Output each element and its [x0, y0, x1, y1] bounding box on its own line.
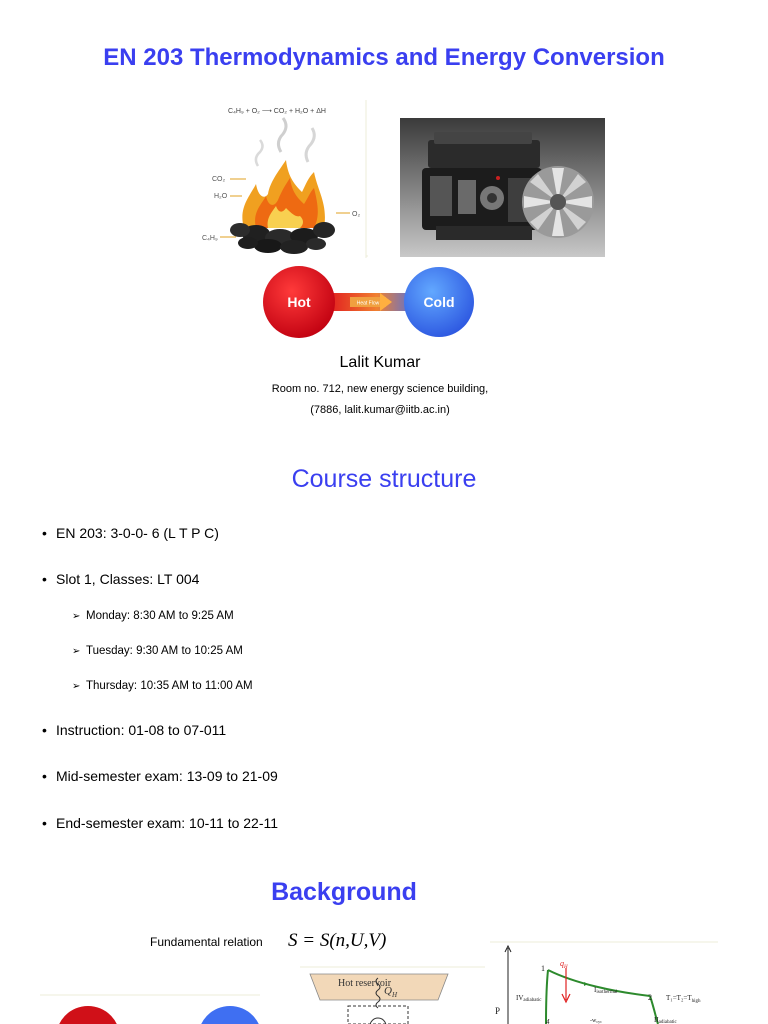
bullet-text: End-semester exam: 10-11 to 22-11 — [56, 815, 279, 831]
pv-point-2: 2 — [648, 993, 652, 1002]
bullet-course-code: • EN 203: 3-0-0- 6 (L T P C) — [42, 525, 219, 541]
sub-monday: ➢ Monday: 8:30 AM to 9:25 AM — [72, 610, 234, 622]
pv-isothermal-label: Iisothermal — [594, 986, 618, 995]
pv-p-axis: P — [495, 1006, 501, 1016]
combustion-equation: C₄H₉ + O₂ ⟶ CO₂ + H₂O + ΔH — [228, 108, 326, 115]
hot-reservoir-label: Hot reservoir — [338, 978, 392, 989]
heat-flow-label: Heat Flow — [356, 300, 380, 307]
pv-point-1: 1 — [541, 964, 545, 973]
sub-text: Tuesday: 9:30 AM to 10:25 AM — [86, 645, 243, 657]
slide-title: EN 203 Thermodynamics and Energy Conversion — [103, 44, 665, 71]
pv-work-label: -wcyc — [590, 1018, 602, 1024]
engine-fan — [522, 166, 594, 238]
heat-flow-diagram — [258, 262, 478, 348]
instructor-contact: (7886, lalit.kumar@iitb.ac.in) — [310, 404, 450, 416]
bullet-instruction: • Instruction: 01-08 to 07-011 — [42, 722, 227, 738]
pv-diagram — [486, 940, 726, 1024]
sub-tuesday: ➢ Tuesday: 9:30 AM to 10:25 AM — [72, 645, 243, 657]
instructor-room: Room no. 712, new energy science building, — [271, 383, 489, 395]
qh-label: $Q_H$ — [384, 985, 398, 999]
pv-ii-label: IIadiabatic — [654, 1016, 677, 1024]
fundamental-relation-label: Fundamental relation — [150, 935, 263, 949]
bullet-endsem: • End-semester exam: 10-11 to 22-11 — [42, 815, 279, 831]
background-heading: Background — [271, 878, 417, 906]
pv-qh-label: $q_H$ — [560, 959, 568, 970]
h2o-label: H₂O — [214, 193, 228, 200]
bullet-slot: • Slot 1, Classes: LT 004 — [42, 571, 200, 587]
bullet-midsem: • Mid-semester exam: 13-09 to 21-09 — [42, 768, 278, 784]
heat-flow-diagram-small — [40, 994, 280, 1024]
heat-engine-diagram — [300, 966, 490, 1024]
bullet-text: Instruction: 01-08 to 07-011 — [56, 722, 227, 738]
fuel-label: C₄H₉ — [202, 235, 218, 242]
course-structure-heading: Course structure — [291, 465, 477, 493]
pv-point-4: 4 — [546, 1018, 550, 1024]
sub-text: Monday: 8:30 AM to 9:25 AM — [86, 610, 234, 622]
bullet-text: Mid-semester exam: 13-09 to 21-09 — [56, 768, 278, 784]
bullet-text: EN 203: 3-0-0- 6 (L T P C) — [56, 525, 219, 541]
pv-temperature-label: $T_1=T_2=T_{high}$ — [666, 994, 701, 1004]
cold-label: Cold — [423, 294, 455, 310]
instructor-name: Lalit Kumar — [339, 354, 421, 371]
fundamental-relation-formula: S = S(n,U,V) — [288, 930, 387, 951]
engine-image — [400, 118, 605, 257]
bullet-text: Slot 1, Classes: LT 004 — [56, 571, 200, 587]
hot-label: Hot — [287, 294, 311, 310]
sub-thursday: ➢ Thursday: 10:35 AM to 11:00 AM — [72, 680, 253, 692]
combustion-illustration — [196, 100, 368, 258]
sub-text: Thursday: 10:35 AM to 11:00 AM — [86, 680, 253, 692]
co2-label: CO₂ — [212, 176, 226, 183]
pv-iv-label: IVadiabatic — [516, 994, 542, 1003]
o2-label: O₂ — [352, 211, 361, 218]
